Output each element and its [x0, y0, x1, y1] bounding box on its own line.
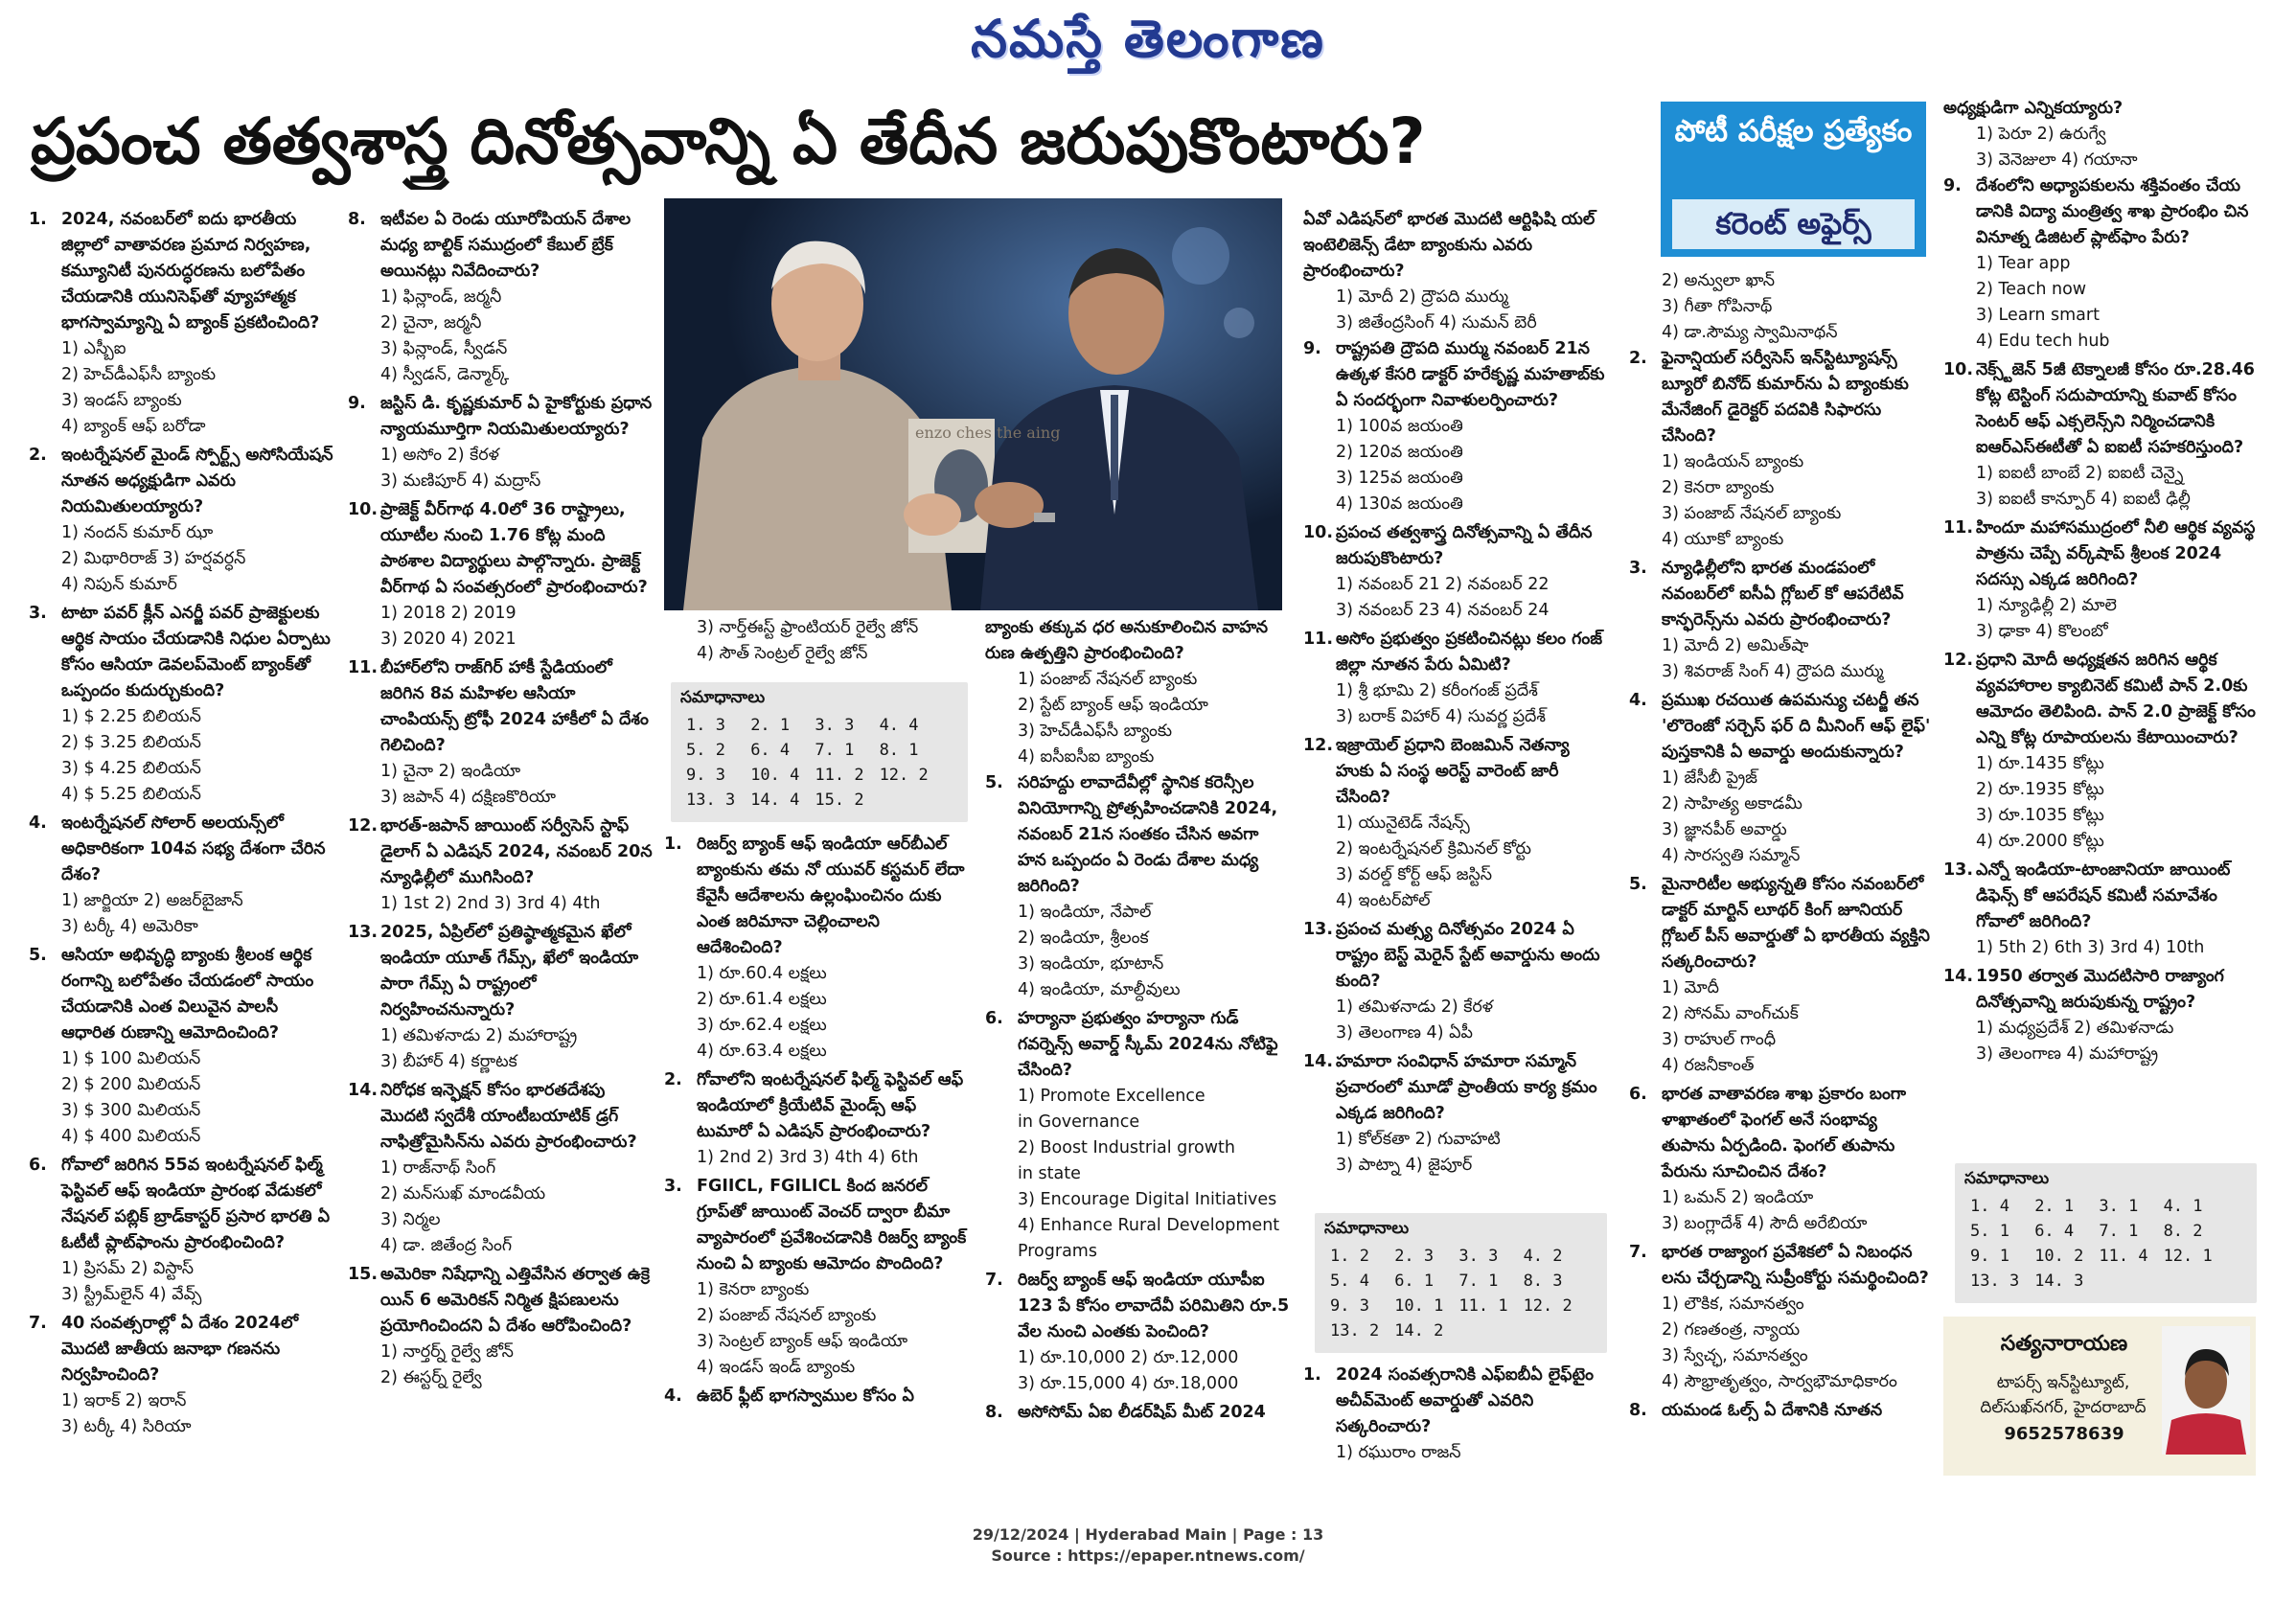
answers-box-2: [1315, 1213, 1607, 1353]
question-item: [1629, 872, 1934, 1079]
question-options: 1) 5th 2) 6th 3) 3rd 4) 10th: [1976, 938, 2205, 957]
col7-carryover-text: అధ్యక్షుడిగా ఎన్నికయ్యారు?: [1943, 99, 2124, 118]
question-number: 5.: [985, 773, 1003, 792]
question-text: 1950 తర్వాత మొదటిసారి రాజ్యాంగ దినోత్సవాన్ని జరుపుకున్న రాష్ట్రం?: [1976, 967, 2224, 1012]
question-options: 1) 2nd 2) 3rd 3) 4th 4) 6th: [697, 1148, 919, 1167]
answer-cell: [2091, 1269, 2155, 1294]
section-subtitle: కరెంట్ అఫైర్స్: [1672, 199, 1915, 249]
question-options: 1) యునైటెడ్ నేషన్స్ 2) ఇంటర్నేషనల్ క్రిమినల్ కోర్టు 3) వరల్డ్ కోర్ట్ ఆఫ్ జస్టిస్ 4) ఇంటర్‌పోల్: [1336, 813, 1531, 910]
question-text: అసోసోమ్ ఏఐ లీడర్‌షిప్ మీట్ 2024: [1018, 1403, 1266, 1422]
question-number: 5.: [1629, 875, 1647, 894]
question-text: అమెరికా నిషేధాన్ని ఎత్తివేసిన తర్వాత ఉక్రె యిన్ 6 అమెరికన్ నిర్మిత క్షిపణులను ప్రయోగించిందని ఏ దేశం ఆరోపించింది?: [380, 1265, 650, 1336]
question-text: ప్రపంచ మత్స్య దినోత్సవం 2024 ఏ రాష్ట్రం బెస్ట్ మెరైన్ స్టేట్ అవార్డును అందు కుంది?: [1336, 920, 1600, 991]
answer-cell: 7. 1: [1458, 1272, 1499, 1291]
question-options: 1) రఘురాం రాజన్: [1336, 1443, 1461, 1462]
question-text: గోవాలోని ఇంటర్నేషనల్ ఫిల్మ్ ఫెస్టివల్ ఆఫ్ ఇండియాలో క్రియేటివ్ మైండ్స్ ఆఫ్ టుమారో ఏ ఎడిషన్ ప్రారంభించారు?: [697, 1070, 964, 1141]
question-options: 1) రూ.10,000 2) రూ.12,000 3) రూ.15,000 4) రూ.18,000: [1018, 1348, 1239, 1393]
question-item: [1943, 648, 2260, 855]
question-item: [348, 655, 653, 811]
question-item: [1629, 1082, 1934, 1237]
col3-carryover-options: 3) నార్త్‌ఈస్ట్ ఫ్రాంటియర్ రైల్వే జోన్ 4) సౌత్ సెంట్రల్ రైల్వే జోన్: [697, 618, 919, 663]
question-text: హిందూ మహాసముద్రంలో నీలి ఆర్థిక వ్యవస్థ పాత్రను చెప్పే వర్క్‌షాప్ శ్రీలంక 2024 సదస్సు ఎక్కడ జరిగింది?: [1976, 518, 2256, 589]
question-text: ఎన్నో ఇండియా-టాంజానియా జాయింట్ డిఫెన్స్ కో ఆపరేషన్ కమిటీ సమావేశం గోవాలో జరిగింది?: [1976, 860, 2231, 931]
question-number: 11.: [348, 658, 379, 677]
column-7: [1943, 96, 2260, 1159]
question-number: 4.: [1629, 691, 1647, 710]
question-options: 1) తమిళనాడు 2) కేరళ 3) తెలంగాణ 4) ఏపీ: [1336, 997, 1494, 1043]
question-number: 7.: [29, 1314, 47, 1333]
question-text: యమండ ఓల్స్ ఏ దేశానికి నూతన: [1662, 1401, 1883, 1420]
section-title-box: [1661, 102, 1926, 257]
answers-row: [1963, 1244, 2220, 1269]
question-number: 13.: [348, 923, 379, 942]
question-options: 1) జార్జియా 2) అజర్‌బైజాన్ 3) టర్కీ 4) అమెరికా: [61, 891, 243, 936]
question-options: 1) మోదీ 2) అమిత్‌షా 3) శివరాజ్ సింగ్ 4) ద్రౌపది ముర్ము: [1662, 636, 1884, 681]
question-item: [348, 1262, 653, 1391]
question-item: [985, 1400, 1290, 1426]
question-options: 1) అసోం 2) కేరళ 3) మణిపూర్ 4) మద్రాస్: [380, 446, 541, 491]
question-item: [1303, 1049, 1608, 1179]
question-item: [1943, 964, 2260, 1067]
question-item: [348, 391, 653, 494]
question-item: [29, 1311, 333, 1440]
question-options: 1) లౌకిక, సమానత్వం 2) గణతంత్ర, న్యాయ 3) స్వేచ్ఛ, సమానత్వం 4) సౌభ్రాతృత్వం, సార్వభౌమాధికారం: [1662, 1295, 1897, 1391]
answers-heading: సమాధానాలు: [1324, 1219, 1410, 1238]
question-item: [348, 497, 653, 653]
answer-cell: [872, 788, 936, 813]
answer-cell: 7. 1: [815, 741, 855, 760]
question-text: బీహార్‌లోని రాజ్‌గిర్ హాకీ స్టేడియంలో జరిగిన 8వ మహిళల ఆసియా చాంపియన్స్ ట్రోఫీ 2024 హాకీలో ఏ దేశం గెలిచింది?: [380, 658, 649, 755]
answer-cell: 8. 2: [2163, 1222, 2203, 1241]
answer-cell: 2. 3: [1394, 1247, 1435, 1266]
question-item: [348, 207, 653, 388]
question-number: 12.: [1303, 736, 1334, 755]
question-number: 14.: [1303, 1052, 1334, 1071]
question-text: నెక్స్ట్‌జెన్ 5జీ టెక్నాలజీ కోసం రూ.28.46 కోట్ల టెస్టింగ్ సదుపాయాన్ని కువాట్ కోసం సెంటర్ ఆఫ్ ఎక్సలెన్స్‌ని నిర్మించడానికి ఐఆర్‌ఎస్‌ఈటీతో ఏ ఐఐటీ సహకరిస్తుంది?: [1976, 360, 2255, 457]
col4-carryover-options: 1) పంజాబ్ నేషనల్ బ్యాంకు 2) స్టేట్ బ్యాంక్ ఆఫ్ ఇండియా 3) హెచ్‌డీఎఫ్‌సీ బ్యాంకు 4) ఐసీఐసీఐ బ్యాంకు: [1018, 670, 1208, 767]
question-options: 1) మధ్యప్రదేశ్ 2) తమిళనాడు 3) తెలంగాణ 4) మహారాష్ట్ర: [1976, 1019, 2174, 1064]
answer-cell: 10. 2: [2034, 1247, 2084, 1266]
page-headline: ప్రపంచ తత్వశాస్త్ర దినోత్సవాన్ని ఏ తేదీన జరుపుకొంటారు?: [31, 104, 1426, 178]
answer-cell: 14. 2: [1394, 1321, 1444, 1340]
question-item: [348, 813, 653, 917]
footer-dateline: 29/12/2024 | Hyderabad Main | Page : 13: [972, 1525, 1324, 1544]
author-portrait-illustration: [2162, 1326, 2250, 1455]
answer-cell: 3. 3: [1458, 1247, 1499, 1266]
question-text: భారత వాతావరణ శాఖ ప్రకారం బంగా ళాఖాతంలో ఫెంగల్ అనే సంభావ్య తుపాను ఏర్పడింది. ఫెంగల్ తుపాను పేరును సూచించిన దేశం?: [1662, 1085, 1906, 1181]
answer-cell: 5. 1: [1970, 1222, 2009, 1241]
question-item: [1303, 520, 1608, 624]
question-number: 3.: [29, 604, 47, 623]
column-3-lower: [664, 832, 969, 1483]
answer-cell: 9. 3: [686, 766, 725, 785]
question-number: 13.: [1303, 920, 1334, 939]
answers-box-1: [671, 682, 968, 822]
col6-carryover-options: 2) అన్వులా ఖాన్ 3) గీతా గోపినాథ్ 4) డా.సౌమ్య స్వామినాథన్: [1662, 271, 1838, 342]
question-text: ప్రధాని మోదీ అధ్యక్షతన జరిగిన ఆర్థిక వ్యవహారాల క్యాబినెట్ కమిటీ పాన్ 2.0కు ఆమోదం తెలిపింది. పాన్ 2.0 ప్రాజెక్ట్ కోసం ఎన్ని కోట్ల రూపాయలను కేటాయించారు?: [1976, 651, 2256, 747]
question-number: 7.: [985, 1271, 1003, 1290]
question-number: 6.: [29, 1156, 47, 1175]
question-options: 1) $ 100 మిలియన్ 2) $ 200 మిలియన్ 3) $ 300 మిలియన్ 4) $ 400 మిలియన్: [61, 1049, 201, 1146]
question-item: [29, 207, 333, 440]
answer-cell: 10. 4: [750, 766, 800, 785]
answers-row: [678, 763, 936, 788]
question-text: ఇంటర్నేషనల్ మైండ్ స్పోర్ట్స్ అసోసియేషన్ నూతన అధ్యక్షుడిగా ఎవరు నియమితులయ్యారు?: [61, 446, 333, 516]
question-number: 9.: [1303, 339, 1321, 358]
question-item: [985, 1006, 1290, 1265]
question-number: 8.: [1629, 1401, 1647, 1420]
column-1: [29, 207, 333, 1481]
answer-cell: 3. 1: [2099, 1197, 2139, 1216]
question-options: 1) నవంబర్ 21 2) నవంబర్ 22 3) నవంబర్ 23 4) నవంబర్ 24: [1336, 575, 1550, 620]
question-number: 10.: [348, 500, 379, 519]
question-options: 1) 2018 2) 2019 3) 2020 4) 2021: [380, 604, 517, 649]
question-item: [29, 443, 333, 598]
answer-cell: [1516, 1318, 1580, 1343]
question-item: [664, 1067, 969, 1171]
question-number: 2.: [29, 446, 47, 465]
question-text: గోవాలో జరిగిన 55వ ఇంటర్నేషనల్ ఫిల్మ్ ఫెస్టివల్ ఆఫ్ ఇండియా ప్రారంభ వేడుకలో నేషనల్ పబ్లిక్ బ్రాడ్‌కాస్టర్ ప్రసార భారతి ఏ ఓటీటీ ప్లాట్‌ఫాంను ప్రారంభించింది?: [61, 1156, 331, 1252]
question-number: 7.: [1629, 1243, 1647, 1262]
footer-source: Source : https://epaper.ntnews.com/: [991, 1547, 1305, 1565]
question-options: 1) 100వ జయంతి 2) 120వ జయంతి 3) 125వ జయంతి 4) 130వ జయంతి: [1336, 417, 1463, 514]
answer-cell: 13. 3: [686, 791, 736, 810]
question-text: రిజర్వ్ బ్యాంక్ ఆఫ్ ఇండియా ఆర్‌బీఎల్ బ్యాంకును తమ నో యువర్ కస్టమర్ లేదా కేవైసీ ఆదేశాలను ఉల్లంఘించినం దుకు ఎంత జరిమానా చెల్లించాలని ఆదేశించింది?: [697, 835, 965, 957]
author-phone: 9652578639: [2004, 1424, 2124, 1444]
answer-cell: 15. 2: [815, 791, 864, 810]
question-options: 1) Tear app 2) Teach now 3) Learn smart 4) Edu tech hub: [1976, 254, 2110, 351]
awards-photo-illustration: [664, 198, 1282, 610]
question-number: 6.: [985, 1009, 1003, 1028]
answer-cell: 6. 4: [750, 741, 791, 760]
plaque-line-1: enzo ches the aing: [915, 424, 1061, 442]
col4-carryover-text: బ్యాంకు తక్కువ ధర అనుకూలించిన వాహన రుణ ఉత్పత్తిని ప్రారంభించింది?: [985, 618, 1269, 663]
answers-row: [1322, 1318, 1580, 1343]
question-text: ఆసియా అభివృద్ధి బ్యాంకు శ్రీలంక ఆర్థిక రంగాన్ని బలోపేతం చేయడంలో సాయం చేయడానికి ఎంత విలువైన పాలసీ ఆధారిత రుణాన్ని ఆమోదించింది?: [61, 946, 314, 1043]
answers-row: [1322, 1294, 1580, 1318]
question-text: 2025, ఏప్రిల్‌లో ప్రతిష్ఠాత్మకమైన ఖేలో ఇండియా యూత్ గేమ్స్, ఖేలో ఇండియా పారా గేమ్స్ ఏ రాష్ట్రంలో నిర్వహించనున్నారు?: [380, 923, 639, 1020]
answer-cell: 11. 2: [815, 766, 864, 785]
question-options: 1) తమిళనాడు 2) మహారాష్ట్ర 3) బీహార్ 4) కర్ణాటక: [380, 1026, 578, 1071]
question-number: 1.: [664, 835, 682, 854]
question-text: ఇంటర్నేషనల్ సోలార్ అలయన్స్‌లో అధికారికంగా 104వ సభ్య దేశంగా చేరిన దేశం?: [61, 813, 326, 884]
answer-cell: 1. 2: [1330, 1247, 1369, 1266]
question-options: 1) ఇండియన్ బ్యాంకు 2) కెనరా బ్యాంకు 3) పంజాబ్ నేషనల్ బ్యాంకు 4) యూకో బ్యాంకు: [1662, 452, 1842, 549]
question-text: ప్రముఖ రచయిత ఉపమన్యు చటర్జీ తన 'లొరెంజో సర్చెస్ ఫర్ ది మీనింగ్ ఆఫ్ లైఫ్' పుస్తకానికి ఏ అవార్డు అందుకున్నారు?: [1662, 691, 1931, 762]
answer-cell: 3. 3: [815, 716, 855, 735]
question-options: 1) మోదీ 2) సోనమ్ వాంగ్‌చుక్ 3) రాహుల్ గాంధీ 4) రజనీకాంత్: [1662, 978, 1799, 1075]
question-options: 1) ఫిన్లాండ్, జర్మనీ 2) చైనా, జర్మనీ 3) ఫిన్లాండ్, స్వీడన్ 4) స్వీడన్, డెన్మార్క్: [380, 287, 510, 384]
question-number: 3.: [664, 1177, 682, 1196]
answers-row: [1322, 1269, 1580, 1294]
answer-cell: [2156, 1269, 2220, 1294]
question-item: [1303, 733, 1608, 914]
question-text: హమారా సంవిధాన్ హమారా సమ్మాన్ ప్రచారంలో మూడో ప్రాంతీయ కార్య క్రమం ఎక్కడ జరిగింది?: [1336, 1052, 1597, 1123]
answer-cell: 8. 1: [879, 741, 919, 760]
question-text: ఇజ్రాయెల్ ప్రధాని బెంజమిన్ నెతన్యా హుకు ఏ సంస్థ అరెస్ట్ వారెంట్ జారీ చేసింది?: [1336, 736, 1570, 807]
author-box: [1943, 1317, 2256, 1476]
question-options: 1) ఇరాక్ 2) ఇరాన్ 3) టర్కీ 4) సిరియా: [61, 1391, 192, 1436]
question-item: [29, 601, 333, 808]
answer-cell: 7. 1: [2099, 1222, 2139, 1241]
question-text: ప్రాజెక్ట్ వీర్‌గాథ 4.0లో 36 రాష్ట్రాలు, యూటీల నుంచి 1.76 కోట్ల మంది పాఠశాల విద్యార్థులు పాల్గొన్నారు. ప్రాజెక్ట్ వీర్‌గాథ ఏ సంవత్సరంలో ప్రారంభించారు?: [380, 500, 648, 597]
question-item: [1629, 556, 1934, 685]
column-5-lower: [1303, 1363, 1608, 1487]
question-text: నిరోధక ఇన్ఫెక్షన్ కోసం భారతదేశపు మొదటి స్వదేశీ యాంటీబయాటిక్ డ్రగ్ నాఫిత్రోమైసిన్‌ను ఎవరు ప్రారంభించారు?: [380, 1081, 637, 1152]
question-number: 13.: [1943, 860, 1974, 880]
question-item: [29, 811, 333, 940]
question-number: 14.: [1943, 967, 1974, 986]
column-4: [985, 615, 1290, 1481]
answers-row: [1963, 1269, 2220, 1294]
question-number: 14.: [348, 1081, 379, 1100]
question-number: 1.: [29, 210, 47, 229]
answer-cell: 2. 1: [2034, 1197, 2075, 1216]
answer-cell: 12. 2: [1523, 1296, 1573, 1316]
question-text: రిజర్వ్ బ్యాంక్ ఆఫ్ ఇండియా యూపీఐ 123 పే కోసం లావాదేవీ పరిమితిని రూ.5 వేల నుంచి ఎంతకు పెంచింది?: [1018, 1271, 1290, 1341]
col5-carryover-options: 1) మోదీ 2) ద్రౌపది ముర్ము 3) జితేంద్రసింగ్ 4) సుమన్ బెరీ: [1336, 287, 1537, 332]
question-text: ఉబెర్ ఫ్లీట్ భాగస్వాముల కోసం ఏ: [697, 1386, 914, 1406]
question-item: [1303, 336, 1608, 517]
question-number: 15.: [348, 1265, 379, 1284]
answer-cell: 9. 1: [1970, 1247, 2009, 1266]
question-options: 1) కెనరా బ్యాంకు 2) పంజాబ్ నేషనల్ బ్యాంకు 3) సెంట్రల్ బ్యాంక్ ఆఫ్ ఇండియా 4) ఇండస్ ఇండ్ బ్యాంకు: [697, 1280, 908, 1377]
answer-cell: 13. 2: [1330, 1321, 1380, 1340]
question-options: 1) రూ.1435 కోట్లు 2) రూ.1935 కోట్లు 3) రూ.1035 కోట్లు 4) రూ.2000 కోట్లు: [1976, 754, 2104, 851]
question-text: ప్రపంచ తత్వశాస్త్ర దినోత్సవాన్ని ఏ తేదీన జరుపుకొంటారు?: [1336, 523, 1593, 568]
answer-cell: 1. 4: [1970, 1197, 2009, 1216]
answer-cell: 11. 4: [2099, 1247, 2148, 1266]
answers-table: [678, 713, 936, 813]
question-options: 1) రాజ్‌నాథ్ సింగ్ 2) మన్‌సుఖ్ మాండవీయ 3) నిర్మల 4) డా. జితేంద్ర సింగ్: [380, 1158, 546, 1255]
question-text: 2024, నవంబర్‌లో ఐదు భారతీయ జిల్లాలో వాతావరణ ప్రమాద నిర్వహణ, కమ్యూనిటీ పునరుద్ధరణను బలోపేతం చేయడానికి యునిసెఫ్‌తో వ్యూహాత్మక భాగస్వామ్యాన్ని ఏ బ్యాంక్ ప్రకటించింది?: [61, 210, 320, 332]
answer-cell: 11. 1: [1458, 1296, 1508, 1316]
answer-cell: 4. 1: [2163, 1197, 2203, 1216]
question-item: [1303, 917, 1608, 1046]
answer-cell: 14. 3: [2034, 1272, 2084, 1291]
question-text: ఫైనాన్షియల్ సర్వీసెస్ ఇన్‌స్టిట్యూషన్స్ బ్యూరో బినోద్ కుమార్‌ను ఏ బ్యాంకుకు మేనేజింగ్ డైరెక్టర్ పదవికి సిఫారసు చేసింది?: [1662, 349, 1909, 446]
question-item: [664, 1384, 969, 1409]
masthead-logo: నమస్తే తెలంగాణ: [971, 8, 1325, 69]
author-name: సత్యనారాయణ: [2000, 1332, 2128, 1356]
question-number: 4.: [29, 813, 47, 833]
answer-cell: 8. 3: [1523, 1272, 1563, 1291]
answer-cell: 4. 4: [879, 716, 919, 735]
answer-cell: 9. 3: [1330, 1296, 1369, 1316]
question-options: 1) Promote Excellence in Governance 2) Boost Industrial growth in state 3) Encourage Digital Initiatives 4) Enhance Rural Development Programs: [1018, 1087, 1280, 1261]
question-text: 40 సంవత్సరాల్లో ఏ దేశం 2024లో మొదటి జాతీయ జనాభా గణనను నిర్వహించింది?: [61, 1314, 299, 1385]
answers-row: [1322, 1244, 1580, 1269]
answers-table: [1963, 1194, 2220, 1294]
question-options: 1) ఒమన్ 2) ఇండియా 3) బంగ్లాదేశ్ 4) సౌదీ అరేబియా: [1662, 1188, 1868, 1233]
question-text: జస్టిస్ డి. కృష్ణకుమార్ ఏ హైకోర్టుకు ప్రధాన న్యాయమూర్తిగా నియమితులయ్యారు?: [380, 394, 653, 439]
question-text: ఇటీవల ఏ రెండు యూరోపియన్ దేశాల మధ్య బాల్టిక్ సముద్రంలో కేబుల్ బ్రేక్ అయినట్లు నివేదించారు?: [380, 210, 631, 281]
question-item: [664, 832, 969, 1065]
answer-cell: [1451, 1318, 1515, 1343]
col7-carryover-options: 1) పెరూ 2) ఉరుగ్వే 3) వెనెజులా 4) గయానా: [1976, 125, 2138, 170]
column-2: [348, 207, 653, 1481]
question-text: హర్యానా ప్రభుత్వం హర్యానా గుడ్ గవర్నెన్స్ అవార్డ్ స్కీమ్ 2024ను నోటిఫై చేసింది?: [1018, 1009, 1278, 1080]
question-number: 8.: [985, 1403, 1003, 1422]
column-6: [1629, 268, 1934, 1485]
answers-row: [678, 788, 936, 813]
question-item: [1629, 688, 1934, 869]
question-item: [1303, 627, 1608, 730]
answers-heading: సమాధానాలు: [1964, 1169, 2050, 1188]
question-number: 12.: [348, 816, 379, 836]
question-item: [1629, 346, 1934, 553]
question-number: 10.: [1943, 360, 1974, 379]
question-number: 5.: [29, 946, 47, 965]
answers-row: [678, 713, 936, 738]
question-options: 1) $ 2.25 బిలియన్ 2) $ 3.25 బిలియన్ 3) $ 4.25 బిలియన్ 4) $ 5.25 బిలియన్: [61, 707, 201, 804]
question-number: 8.: [348, 210, 366, 229]
question-text: దేశంలోని అధ్యాపకులను శక్తివంతం చేయ డానికి విద్యా మంత్రిత్వ శాఖ ప్రారంభిం చిన వినూత్న డిజిటల్ ప్లాట్‌ఫాం పేరు?: [1976, 176, 2249, 247]
question-number: 10.: [1303, 523, 1334, 542]
question-number: 3.: [1629, 559, 1647, 578]
question-text: 2024 సంవత్సరానికి ఎఫ్‌ఐబీఏ లైఫ్‌టైం అచీవ్‌మెంట్ అవార్డుతో ఎవరిని సత్కరించారు?: [1336, 1365, 1594, 1436]
question-options: 1) ఐఐటీ బాంబే 2) ఐఐటీ చెన్నై 3) ఐఐటీ కాన్పూర్ 4) ఐఐటీ ఢిల్లీ: [1976, 464, 2191, 509]
answer-cell: 12. 1: [2163, 1247, 2213, 1266]
question-options: 1) 1st 2) 2nd 3) 3rd 4) 4th: [380, 894, 601, 913]
question-options: 1) ఇండియా, నేపాల్ 2) ఇండియా, శ్రీలంక 3) ఇండియా, భూటాన్ 4) ఇండియా, మాల్దీవులు: [1018, 903, 1181, 999]
question-text: న్యూఢిల్లీలోని భారత మండపంలో నవంబర్‌లో ఐసీఏ గ్లోబల్ కో ఆపరేటివ్ కాన్ఫరెన్స్‌ను ఎవరు ప్రారంభించారు?: [1662, 559, 1904, 630]
question-text: FGIICL, FGILICL కింద జనరల్ గ్రూప్‌తో జాయింట్ వెంచర్ ద్వారా బీమా వ్యాపారంలో ప్రవేశించడానికి రిజర్వ్ బ్యాంక్ నుంచి ఏ బ్యాంకు ఆమోదం పొందింది?: [697, 1177, 967, 1273]
question-item: [29, 943, 333, 1150]
answer-cell: 12. 2: [879, 766, 929, 785]
answer-cell: 5. 4: [1330, 1272, 1369, 1291]
question-text: రాష్ట్రపతి ద్రౌపది ముర్ము నవంబర్ 21న ఉత్కళ కేసరి డాక్టర్ హరేకృష్ణ మహతాబ్‌కు ఏ సందర్భంగా నివాళులర్పించారు?: [1336, 339, 1605, 410]
question-item: [1303, 1363, 1608, 1466]
question-number: 11.: [1943, 518, 1974, 538]
question-options: 1) చైనా 2) ఇండియా 3) జపాన్ 4) దక్షిణకొరియా: [380, 762, 557, 807]
question-item: [985, 770, 1290, 1003]
question-number: 9.: [348, 394, 366, 413]
answers-heading: సమాధానాలు: [680, 688, 766, 707]
answer-cell: 6. 1: [1394, 1272, 1435, 1291]
question-number: 6.: [1629, 1085, 1647, 1104]
question-item: [29, 1153, 333, 1308]
question-item: [1943, 173, 2260, 355]
question-options: 1) న్యూఢిల్లీ 2) మాలె 3) ఢాకా 4) కొలంబో: [1976, 596, 2117, 641]
question-options: 1) నందన్ కుమార్ ఝా 2) మిథారిరాజ్ 3) హర్షవర్ధన్ 4) నిపున్ కుమార్: [61, 523, 246, 594]
answer-cell: 14. 4: [750, 791, 800, 810]
answers-row: [1963, 1219, 2220, 1244]
question-options: 1) జేసీబీ ప్రైజ్ 2) సాహిత్య అకాడమీ 3) జ్ఞానపీఠ్ అవార్డు 4) సారస్వతి సమ్మాన్: [1662, 768, 1802, 865]
answer-cell: 10. 1: [1394, 1296, 1444, 1316]
question-text: భారత్-జపాన్ జాయింట్ సర్వీసెస్ స్టాఫ్ డైలాగ్ ఏ ఎడిషన్ 2024, నవంబర్ 20న న్యూఢిల్లీలో ముగిసింది?: [380, 816, 653, 887]
question-item: [1943, 858, 2260, 961]
question-number: 9.: [1943, 176, 1962, 195]
question-item: [1629, 1240, 1934, 1395]
answer-cell: 13. 3: [1970, 1272, 2020, 1291]
question-item: [664, 1174, 969, 1381]
question-options: 1) ప్రిసమ్ 2) విస్టాస్ 3) స్ట్రీమ్‌లైన్ 4) వేవ్స్: [61, 1259, 202, 1304]
question-item: [1629, 1398, 1934, 1424]
news-photo: [664, 198, 1282, 610]
question-item: [348, 1078, 653, 1259]
answer-cell: 4. 2: [1523, 1247, 1563, 1266]
answers-box-3: [1955, 1163, 2257, 1303]
answer-cell: 2. 1: [750, 716, 791, 735]
question-options: 1) ఎస్బీఐ 2) హెచ్‌డీఎఫ్‌సీ బ్యాంకు 3) ఇండస్ బ్యాంకు 4) బ్యాంక్ ఆఫ్ బరోడా: [61, 339, 217, 436]
answers-row: [678, 738, 936, 763]
question-number: 1.: [1303, 1365, 1321, 1385]
answer-cell: 5. 2: [686, 741, 725, 760]
question-number: 2.: [1629, 349, 1647, 368]
question-text: టాటా పవర్ క్లీన్ ఎనర్జీ పవర్ ప్రాజెక్టులకు ఆర్థిక సాయం చేయడానికి నిధుల ఏర్పాటు కోసం ఆసియా డెవలప్‌మెంట్ బ్యాంక్‌తో ఒప్పందం కుదుర్చుకుంది?: [61, 604, 331, 700]
question-number: 11.: [1303, 630, 1334, 649]
author-photo: [2162, 1326, 2250, 1455]
question-text: అసోం ప్రభుత్వం ప్రకటించినట్లు కలం గంజ్ జిల్లా నూతన పేరు ఏమిటి?: [1336, 630, 1603, 675]
question-item: [1943, 357, 2260, 513]
question-text: సరిహద్దు లావాదేవీల్లో స్థానిక కరెన్సీల వినియోగాన్ని ప్రోత్సహించడానికి 2024, నవంబర్ 21న సంతకం చేసిన అవగా హన ఒప్పందం ఏ రెండు దేశాల మధ్య జరిగింది?: [1018, 773, 1278, 896]
answers-table: [1322, 1244, 1580, 1343]
question-number: 12.: [1943, 651, 1974, 670]
author-institute: టాపర్స్ ఇన్‌స్టిట్యూట్, దిల్‌సుఖ్‌నగర్, హైదరాబాద్: [1980, 1373, 2147, 1417]
question-number: 4.: [664, 1386, 682, 1406]
col5-carryover-text: ఏవో ఎడిషన్‌లో భారత మొదటి ఆర్టిఫిషి యల్ ఇంటెలిజెన్స్ డేటా బ్యాంకును ఎవరు ప్రారంభించారు?: [1303, 210, 1596, 281]
question-item: [985, 1268, 1290, 1397]
question-item: [1943, 516, 2260, 645]
question-item: [348, 920, 653, 1075]
question-number: 2.: [664, 1070, 682, 1089]
question-options: 1) శ్రీ భూమి 2) కరీంగంజ్ ప్రదేశ్ 3) బరాక్ విహార్ 4) సువర్ణ ప్రదేశ్: [1336, 681, 1546, 726]
answer-cell: 1. 3: [686, 716, 725, 735]
question-text: భారత రాజ్యాంగ ప్రవేశికలో ఏ నిబంధన లను చేర్చడాన్ని సుప్రీంకోర్టు సమర్థించింది?: [1662, 1243, 1929, 1288]
answer-cell: 6. 4: [2034, 1222, 2075, 1241]
question-options: 1) నార్తర్న్ రైల్వే జోన్ 2) ఈస్టర్న్ రైల్వే: [380, 1342, 514, 1387]
question-options: 1) రూ.60.4 లక్షలు 2) రూ.61.4 లక్షలు 3) రూ.62.4 లక్షలు 4) రూ.63.4 లక్షలు: [697, 964, 827, 1061]
answers-row: [1963, 1194, 2220, 1219]
question-options: 1) కోల్‌కతా 2) గువాహటి 3) పాట్నా 4) జైపూర్: [1336, 1130, 1501, 1175]
section-title: పోటీ పరీక్షల ప్రత్యేకం: [1674, 114, 1913, 149]
question-text: మైనారిటీల అభ్యున్నతి కోసం నవంబర్‌లో డాక్టర్ మార్టిన్ లూథర్ కింగ్ జూనియర్ గ్లోబల్ పీస్ అవార్డుతో ఏ భారతీయ వ్యక్తిని సత్కరించారు?: [1662, 875, 1930, 972]
